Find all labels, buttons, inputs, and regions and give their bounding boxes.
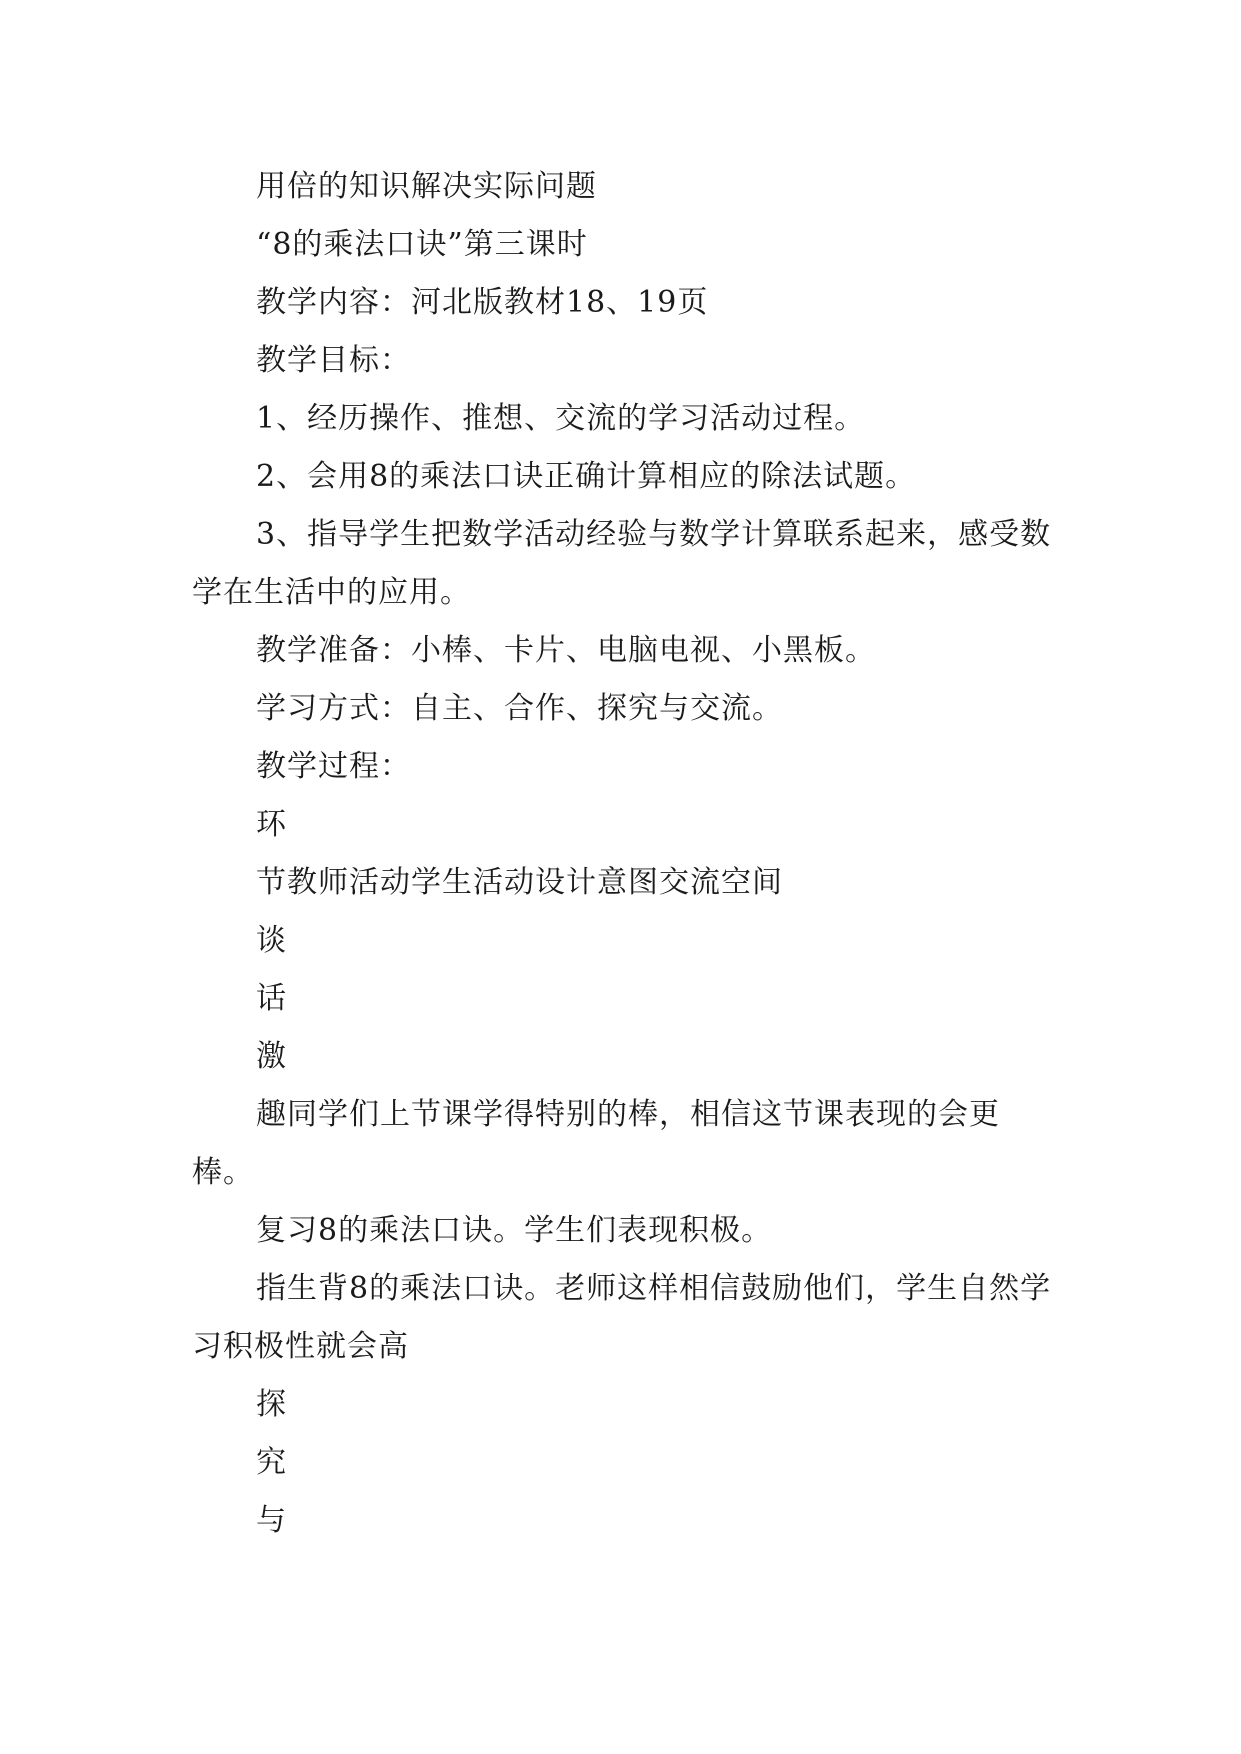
heading-lesson: “8的乘法口诀”第三课时 — [256, 227, 588, 262]
goal-item-2: 2、会用8的乘法口诀正确计算相应的除法试题。 — [256, 459, 917, 494]
table-header-line: 节教师活动学生活动设计意图交流空间 — [256, 865, 783, 900]
review-paragraph: 复习8的乘法口诀。学生们表现积极。 — [256, 1213, 773, 1248]
table-fragment-line: 探 — [256, 1387, 287, 1422]
intro-paragraph: 趣同学们上节课学得特别的棒，相信这节课表现的会更棒。 — [192, 1097, 1000, 1190]
learning-method: 学习方式：自主、合作、探究与交流。 — [256, 691, 783, 726]
table-fragment-line: 谈 — [256, 923, 287, 958]
recite-paragraph: 指生背8的乘法口诀。老师这样相信鼓励他们，学生自然学习积极性就会高 — [192, 1271, 1052, 1364]
table-fragment-line: 环 — [256, 807, 287, 842]
teaching-goals-label: 教学目标： — [256, 343, 411, 378]
goal-item-3: 3、指导学生把数学活动经验与数学计算联系起来，感受数学在生活中的应用。 — [192, 517, 1052, 610]
table-fragment-line: 究 — [256, 1445, 287, 1480]
goal-item-1: 1、经历操作、推想、交流的学习活动过程。 — [256, 401, 866, 436]
heading-topic: 用倍的知识解决实际问题 — [256, 169, 597, 204]
table-fragment-line: 话 — [256, 981, 287, 1016]
table-fragment-line: 与 — [256, 1503, 287, 1538]
teaching-content: 教学内容：河北版教材18、19页 — [256, 285, 709, 320]
document-body — [192, 158, 1052, 1550]
teaching-process-label: 教学过程： — [256, 749, 411, 784]
teaching-preparation: 教学准备：小棒、卡片、电脑电视、小黑板。 — [256, 633, 876, 668]
table-fragment-line: 激 — [256, 1039, 287, 1074]
